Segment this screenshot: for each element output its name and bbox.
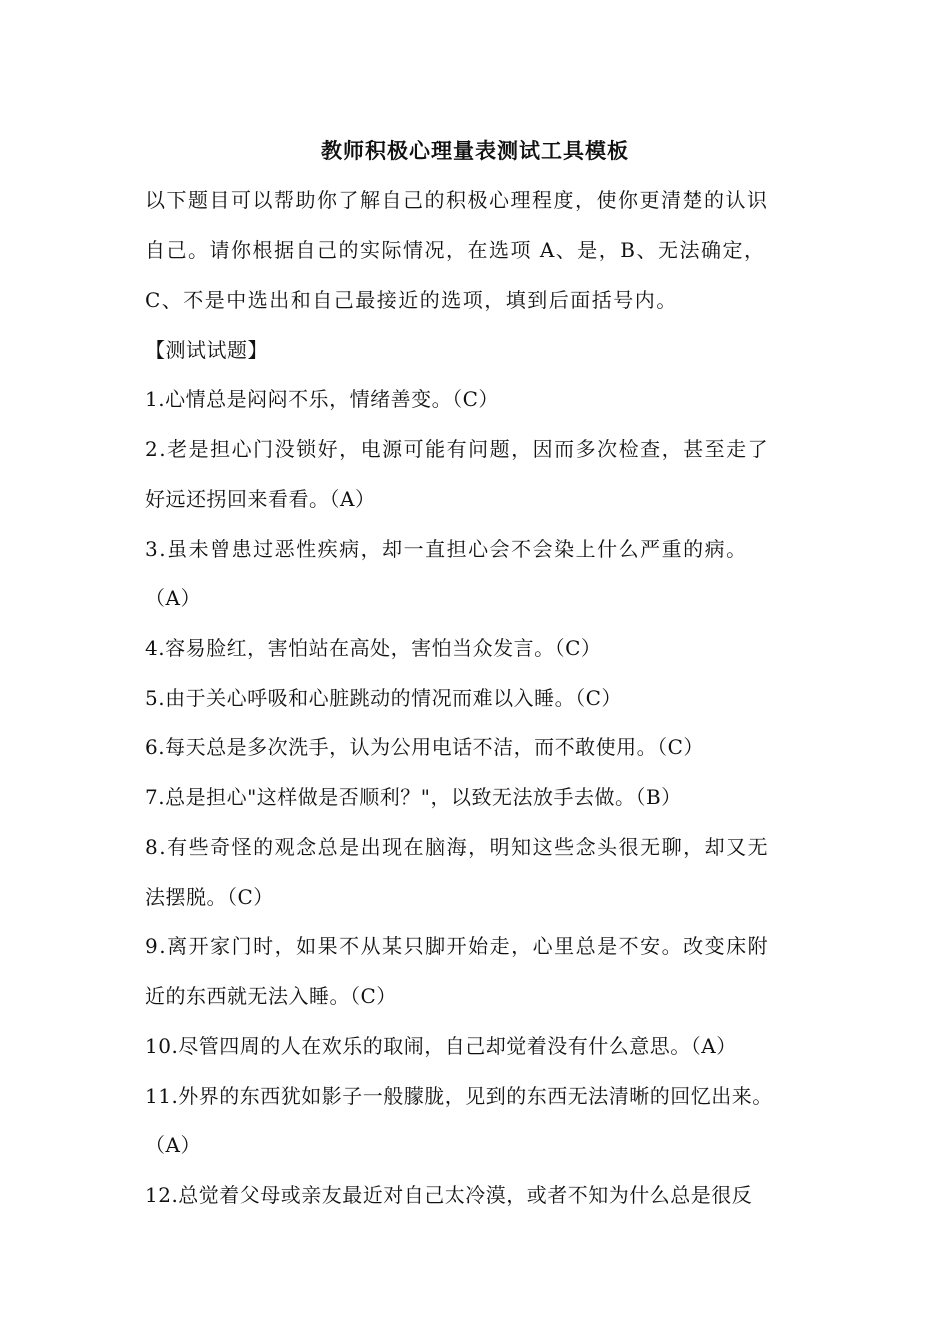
question-7: 7.总是担心"这样做是否顺利？"，以致无法放手去做。（B）	[145, 785, 682, 809]
question-11: 11.外界的东西犹如影子一般朦胧，见到的东西无法清晰的回忆出来。	[145, 1084, 773, 1108]
question-8-continued: 法摆脱。（C）	[145, 885, 274, 909]
question-8: 8.有些奇怪的观念总是出现在脑海，明知这些念头很无聊，却又无	[145, 835, 770, 859]
document-title: 教师积极心理量表测试工具模板	[321, 138, 629, 163]
question-3: 3.虽未曾患过恶性疾病，却一直担心会不会染上什么严重的病。	[145, 537, 748, 561]
intro-line: 自己。请你根据自己的实际情况，在选项 A、是，B、无法确定，	[145, 238, 766, 262]
question-1: 1.心情总是闷闷不乐，情绪善变。（C）	[145, 387, 499, 411]
question-4: 4.容易脸红，害怕站在高处，害怕当众发言。（C）	[145, 636, 602, 660]
intro-line: 以下题目可以帮助你了解自己的积极心理程度，使你更清楚的认识	[145, 188, 769, 212]
question-11-continued: （A）	[145, 1133, 201, 1157]
question-5: 5.由于关心呼吸和心脏跳动的情况而难以入睡。（C）	[145, 686, 622, 710]
question-6: 6.每天总是多次洗手，认为公用电话不洁，而不敢使用。（C）	[145, 735, 704, 759]
section-heading: 【测试试题】	[145, 338, 268, 362]
question-10: 10.尽管四周的人在欢乐的取闹，自己却觉着没有什么意思。（A）	[145, 1034, 737, 1058]
question-2: 2.老是担心门没锁好，电源可能有问题，因而多次检查，甚至走了	[145, 437, 770, 461]
question-3-continued: （A）	[145, 586, 201, 610]
intro-line: C、不是中选出和自己最接近的选项，填到后面括号内。	[145, 288, 678, 312]
question-12: 12.总觉着父母或亲友最近对自己太冷漠，或者不知为什么总是很反	[145, 1183, 753, 1207]
question-2-continued: 好远还拐回来看看。（A）	[145, 487, 376, 511]
question-9: 9.离开家门时，如果不从某只脚开始走，心里总是不安。改变床附	[145, 934, 770, 958]
question-9-continued: 近的东西就无法入睡。（C）	[145, 984, 397, 1008]
